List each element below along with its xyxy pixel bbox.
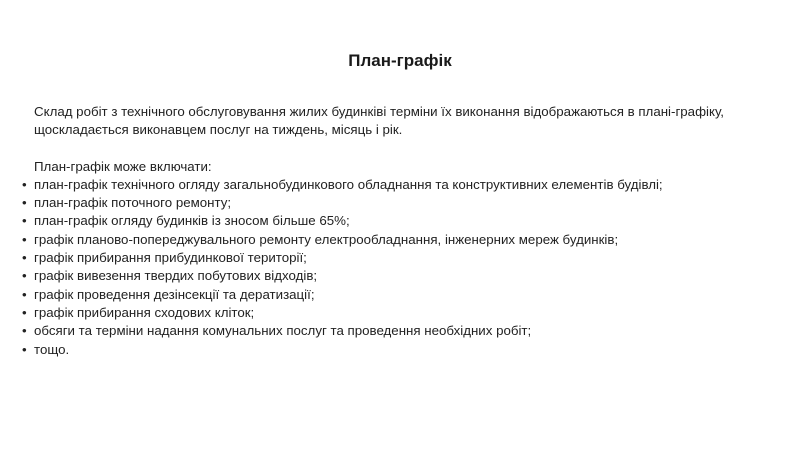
list-item-text: план-графік огляду будинків із зносом більше 65%; [34, 213, 350, 229]
list-item-text: план-графік поточного ремонту; [34, 195, 232, 211]
list-item [22, 249, 762, 267]
intro-paragraph: Склад робіт з технічного обслуговування жилих будинківі терміни їх виконання відображаються в плані-графіку, щоскладається виконавцем послуг на тиждень, місяць і рік. [34, 104, 724, 138]
list-item [22, 267, 762, 285]
list-item-text: план-графік технічного огляду загальнобудинкового обладнання та конструктивних елементів будівлі; [34, 176, 663, 192]
slide-title: План-графік [348, 51, 452, 70]
list-item-text: графік прибирання сходових кліток; [34, 304, 255, 320]
list-item [22, 212, 762, 230]
bullet-icon: • [22, 341, 27, 357]
list-item [22, 286, 762, 304]
slide-content [22, 103, 774, 359]
list-item [22, 304, 762, 322]
list-intro: План-графік може включати: [34, 158, 212, 174]
list-item-text: графік проведення дезінсекції та дератизації; [34, 286, 315, 302]
list-item [22, 322, 762, 340]
bullet-icon: • [22, 250, 27, 266]
bullet-icon: • [22, 176, 27, 192]
bullet-icon: • [22, 304, 27, 320]
bullet-icon: • [22, 268, 27, 284]
list-item [22, 176, 762, 194]
list-item-text: графік вивезення твердих побутових відходів; [34, 268, 318, 284]
bullet-icon: • [22, 323, 27, 339]
bullet-icon: • [22, 231, 27, 247]
list-item [22, 194, 762, 212]
list-item [22, 231, 762, 249]
list-item-text: графік прибирання прибудинкової території; [34, 250, 307, 266]
list-item [22, 341, 762, 359]
bullet-icon: • [22, 213, 27, 229]
list-item-text: обсяги та терміни надання комунальних послуг та проведення необхідних робіт; [34, 323, 532, 339]
list-item-text: графік планово-попереджувального ремонту електрообладнання, інженерних мереж будинків; [34, 231, 619, 247]
bullet-icon: • [22, 286, 27, 302]
list-item-text: тощо. [34, 341, 70, 357]
bullet-list [22, 176, 762, 359]
bullet-icon: • [22, 195, 27, 211]
